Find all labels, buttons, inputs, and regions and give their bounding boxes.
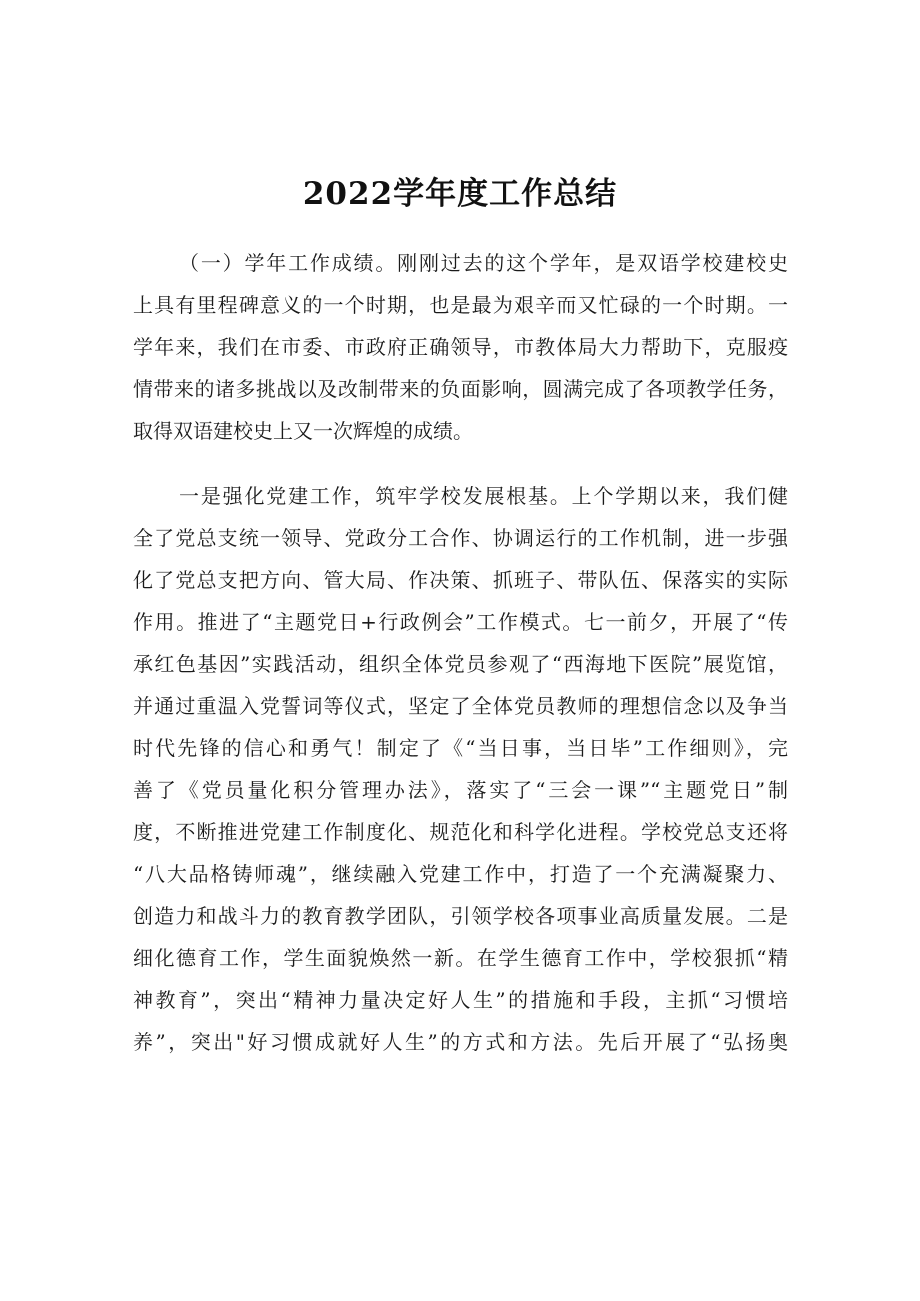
paragraph-line: 取得双语建校史上又一次辉煌的成绩。: [133, 419, 473, 443]
paragraph-line: 化了党总支把方向、管大局、作决策、抓班子、带队伍、保落实的实际: [133, 568, 788, 592]
paragraph-line: 细化德育工作，学生面貌焕然一新。在学生德育工作中，学校狠抓“精: [133, 946, 788, 970]
paragraph-line: 作用。推进了“主题党日+行政例会”工作模式。七一前夕，开展了“传: [133, 610, 788, 634]
paragraph-line: 创造力和战斗力的教育教学团队，引领学校各项事业高质量发展。二是: [133, 904, 788, 928]
paragraph-line: 上具有里程碑意义的一个时期，也是最为艰辛而又忙碌的一个时期。一: [133, 293, 788, 317]
paragraph-line: 学年来，我们在市委、市政府正确领导，市教体局大力帮助下，克服疫: [133, 335, 788, 359]
document-title: 2022学年度工作总结: [302, 176, 618, 212]
paragraph-line: 全了党总支统一领导、党政分工合作、协调运行的工作机制，进一步强: [133, 526, 788, 550]
paragraph-line: “八大品格铸师魂”，继续融入党建工作中，打造了一个充满凝聚力、: [133, 862, 788, 886]
paragraph-line: 承红色基因”实践活动，组织全体党员参观了“西海地下医院”展览馆，: [133, 652, 788, 676]
paragraph-line: 养”，突出"好习惯成就好人生”的方式和方法。先后开展了“弘扬奥: [133, 1030, 788, 1054]
paragraph-line: （一）学年工作成绩。刚刚过去的这个学年，是双语学校建校史: [179, 251, 788, 275]
paragraph-line: 度，不断推进党建工作制度化、规范化和科学化进程。学校党总支还将: [133, 820, 788, 844]
paragraph-line: 善了《党员量化积分管理办法》，落实了“三会一课”“主题党日”制: [133, 778, 788, 802]
paragraph-line: 情带来的诸多挑战以及改制带来的负面影响，圆满完成了各项教学任务，: [133, 377, 788, 401]
paragraph-line: 神教育”，突出“精神力量决定好人生”的措施和手段，主抓“习惯培: [133, 988, 788, 1012]
paragraph-line: 一是强化党建工作，筑牢学校发展根基。上个学期以来，我们健: [179, 484, 788, 508]
paragraph-party-building: [133, 475, 788, 1063]
paragraph-line: 并通过重温入党誓词等仪式，坚定了全体党员教师的理想信念以及争当: [133, 694, 788, 718]
paragraph-achievements: [133, 242, 788, 452]
paragraph-line: 时代先锋的信心和勇气！制定了《“当日事，当日毕”工作细则》，完: [133, 736, 788, 760]
